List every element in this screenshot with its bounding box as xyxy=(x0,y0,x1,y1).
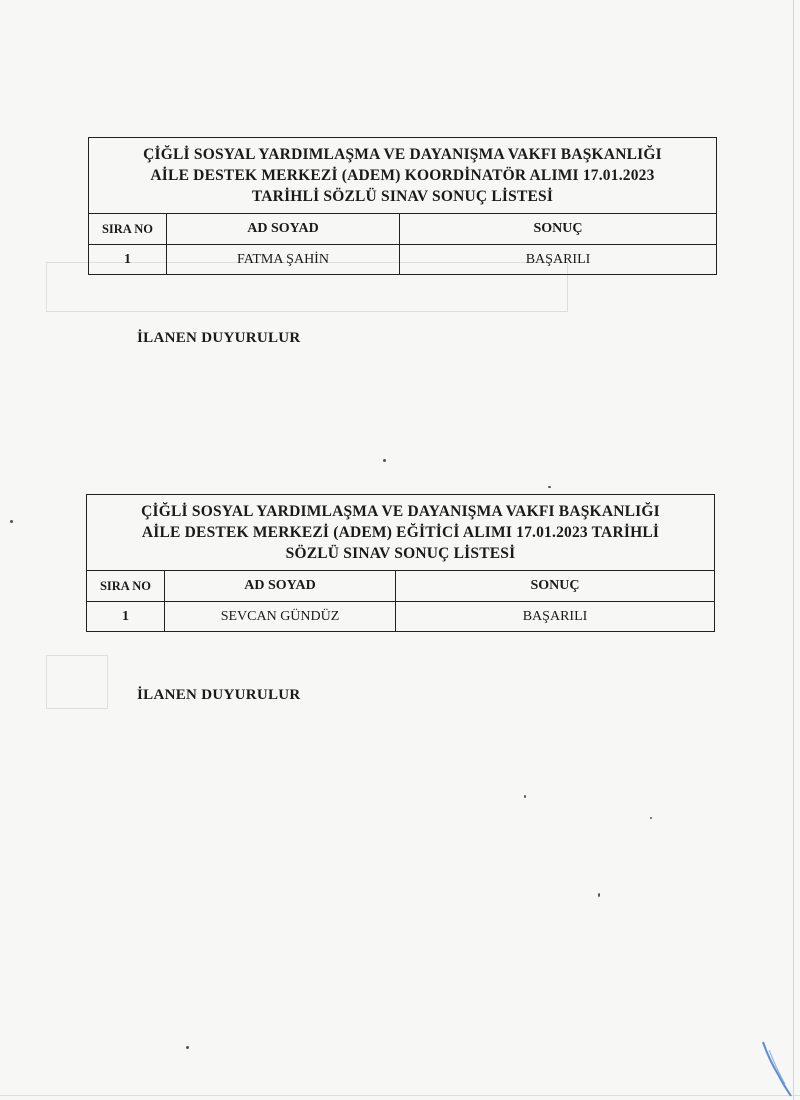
table-title xyxy=(89,138,717,214)
title-line: ÇİĞLİ SOSYAL YARDIMLAŞMA VE DAYANIŞMA VAKFI BAŞKANLIĞI xyxy=(143,146,662,163)
title-line: SÖZLÜ SINAV SONUÇ LİSTESİ xyxy=(285,545,516,562)
table-title xyxy=(87,495,715,571)
row-name: SEVCAN GÜNDÜZ xyxy=(165,602,396,632)
page-edge-right xyxy=(793,0,794,1100)
row-name: FATMA ŞAHİN xyxy=(167,245,400,275)
row-result: BAŞARILI xyxy=(396,602,715,632)
ink-mark-icon xyxy=(755,1040,795,1098)
row-result: BAŞARILI xyxy=(400,245,717,275)
column-header-ad-soyad: AD SOYAD xyxy=(167,214,400,245)
announcement-2 xyxy=(86,494,714,632)
paper-speck xyxy=(548,486,551,488)
column-header-sira-no: SIRA NO xyxy=(87,571,165,602)
column-header-sonuc: SONUÇ xyxy=(400,214,717,245)
title-line: ÇİĞLİ SOSYAL YARDIMLAŞMA VE DAYANIŞMA VAKFI BAŞKANLIĞI xyxy=(141,503,660,520)
title-line: TARİHLİ SÖZLÜ SINAV SONUÇ LİSTESİ xyxy=(251,188,554,205)
announcement-1 xyxy=(88,137,716,275)
column-header-sonuc: SONUÇ xyxy=(396,571,715,602)
column-header-ad-soyad: AD SOYAD xyxy=(165,571,396,602)
table-row xyxy=(87,602,715,632)
table-row xyxy=(89,245,717,275)
announcement-footer: İLANEN DUYURULUR xyxy=(137,687,301,703)
paper-speck xyxy=(598,893,600,897)
paper-speck xyxy=(10,520,13,523)
row-number: 1 xyxy=(87,602,165,632)
title-line: AİLE DESTEK MERKEZİ (ADEM) KOORDİNATÖR ALIMI 17.01.2023 xyxy=(150,167,655,184)
paper-speck xyxy=(650,817,652,819)
column-header-sira-no: SIRA NO xyxy=(89,214,167,245)
paper-speck xyxy=(383,459,386,462)
title-line: AİLE DESTEK MERKEZİ (ADEM) EĞİTİCİ ALIMI 17.01.2023 TARİHLİ xyxy=(141,524,660,541)
results-table xyxy=(88,137,717,275)
page-edge-bottom xyxy=(0,1095,800,1096)
paper-speck xyxy=(524,795,526,798)
bleed-through-box xyxy=(46,655,108,709)
results-table xyxy=(86,494,715,632)
announcement-footer: İLANEN DUYURULUR xyxy=(137,330,301,346)
paper-speck xyxy=(186,1046,189,1049)
row-number: 1 xyxy=(89,245,167,275)
